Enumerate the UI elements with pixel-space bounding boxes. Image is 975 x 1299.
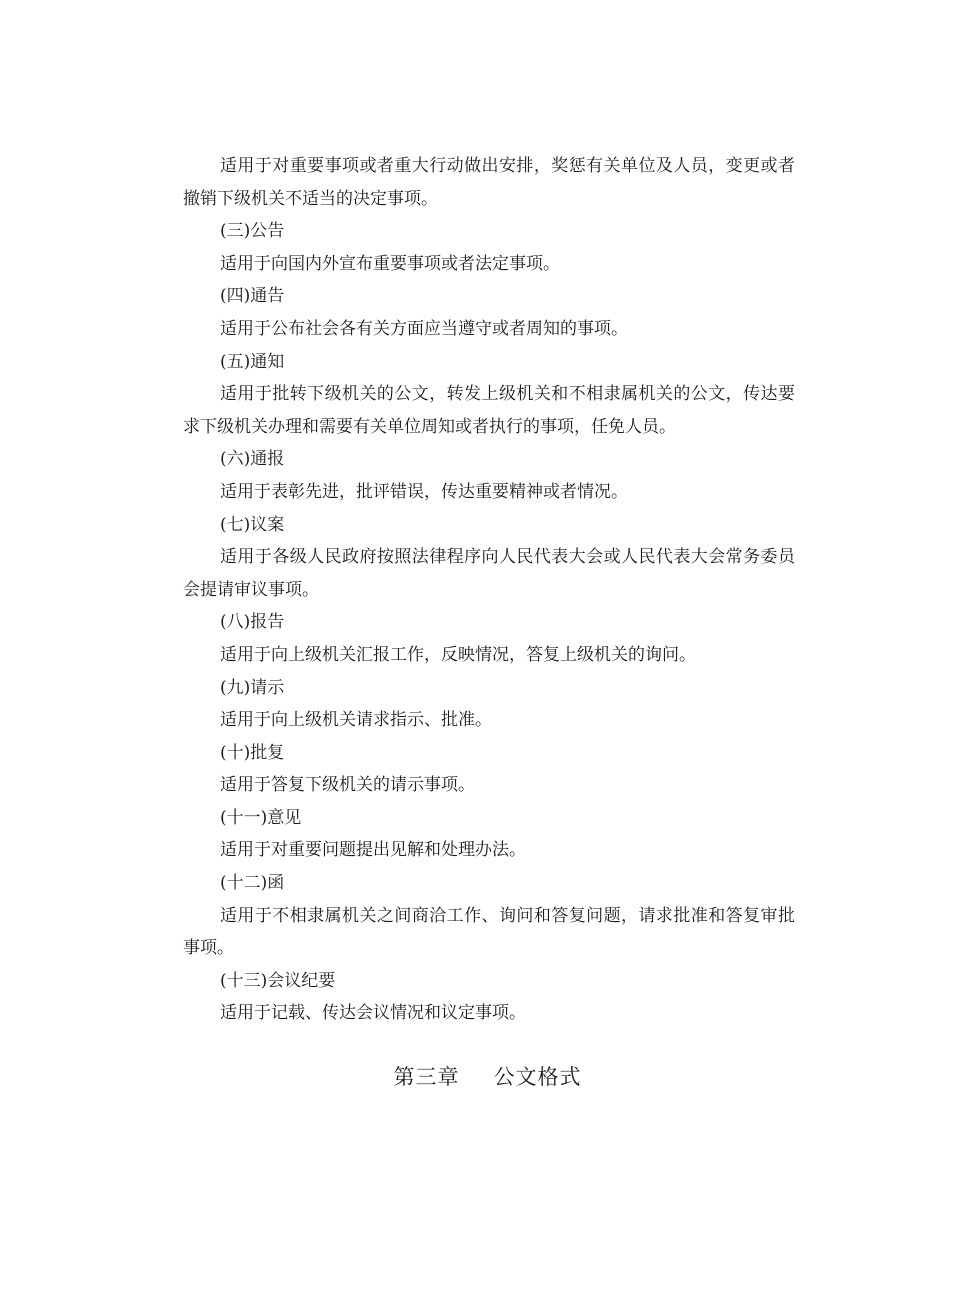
document-body	[183, 150, 795, 1030]
section-heading-opinion: (十一)意见	[220, 807, 302, 828]
section-heading-meeting-minutes: (十三)会议纪要	[220, 970, 336, 991]
section-heading-letter: (十二)函	[220, 873, 285, 894]
paragraph-public-notice-description: 适用于公布社会各有关方面应当遵守或者周知的事项。	[220, 318, 628, 339]
section-heading-public-notice: (四)通告	[220, 286, 285, 307]
section-heading-request: (九)请示	[220, 677, 285, 698]
paragraph-letter-description: 适用于不相隶属机关之间商洽工作、询问和答复问题，请求批准和答复审批事项。	[183, 905, 795, 959]
paragraph-decision-description: 适用于对重要事项或者重大行动做出安排，奖惩有关单位及人员，变更或者撤销下级机关不适当的决定事项。	[183, 156, 795, 209]
paragraph-request-description: 适用于向上级机关请求指示、批准。	[220, 710, 492, 731]
paragraph-bulletin-description: 适用于表彰先进，批评错误，传达重要精神或者情况。	[220, 481, 628, 502]
section-heading-report: (八)报告	[220, 612, 285, 633]
section-heading-motion: (七)议案	[220, 514, 285, 535]
paragraph-notice-description: 适用于批转下级机关的公文，转发上级机关和不相隶属机关的公文，传达要求下级机关办理和需要有关单位周知或者执行的事项，任免人员。	[183, 384, 795, 437]
paragraph-announcement-description: 适用于向国内外宣布重要事项或者法定事项。	[220, 253, 560, 274]
paragraph-opinion-description: 适用于对重要问题提出见解和处理办法。	[220, 840, 526, 861]
section-heading-reply: (十)批复	[220, 742, 285, 763]
paragraph-motion-description: 适用于各级人民政府按照法律程序向人民代表大会或人民代表大会常务委员会提请审议事项。	[183, 547, 795, 600]
section-heading-notice: (五)通知	[220, 351, 285, 372]
section-heading-bulletin: (六)通报	[220, 449, 285, 470]
chapter-title: 公文格式	[493, 1065, 582, 1089]
section-heading-announcement: (三)公告	[220, 221, 285, 242]
chapter-heading	[0, 1062, 975, 1092]
paragraph-reply-description: 适用于答复下级机关的请示事项。	[220, 775, 475, 796]
paragraph-meeting-minutes-description: 适用于记载、传达会议情况和议定事项。	[220, 1003, 526, 1024]
paragraph-report-description: 适用于向上级机关汇报工作，反映情况，答复上级机关的询问。	[220, 644, 696, 665]
chapter-number: 第三章	[393, 1065, 460, 1089]
